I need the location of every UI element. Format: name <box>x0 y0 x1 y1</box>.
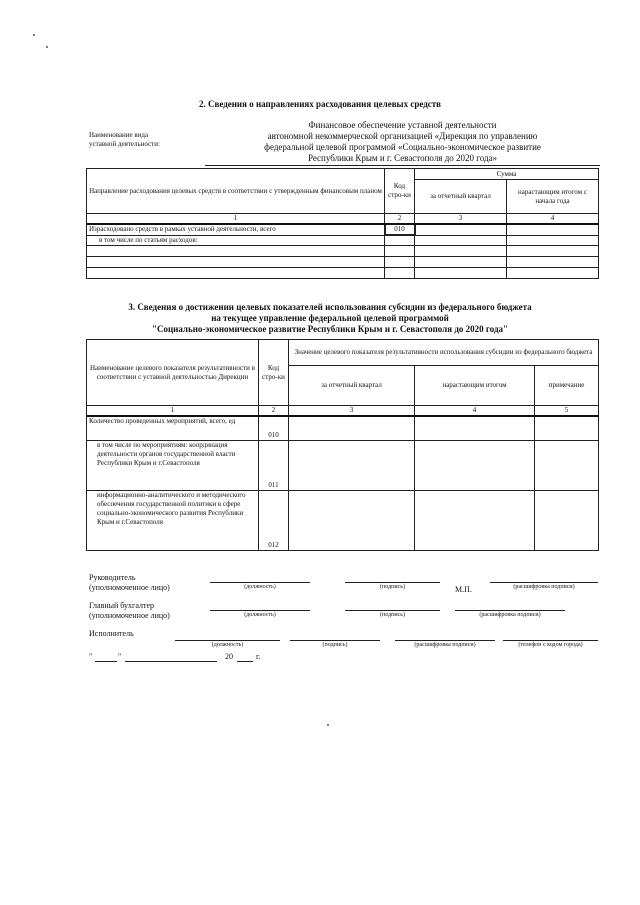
s3-col-note-header: примечание <box>535 366 599 406</box>
s3-row-code: 010 <box>259 416 289 440</box>
executor-decoding-line[interactable] <box>395 640 495 641</box>
head-position-caption: (должность) <box>244 584 276 590</box>
s2-row-blank-period[interactable] <box>415 267 507 278</box>
s2-row-blank-label[interactable] <box>87 267 385 278</box>
s2-col-code-header: Код стро-ки <box>385 169 415 214</box>
executor-signature-line[interactable] <box>290 640 380 641</box>
activity-type-line: федеральной целевой программой «Социально-экономическое развитие <box>264 142 541 152</box>
s2-row-spent-cumulative[interactable] <box>507 224 599 235</box>
accountant-position-line[interactable] <box>210 610 310 611</box>
head-label <box>89 573 170 593</box>
accountant-label-line2: (уполномоченное лицо) <box>89 611 170 620</box>
s3-col-value-header: Значение целевого показателя результативности использования субсидии из федерального бюджета <box>289 340 599 366</box>
s3-col-name-header: Наименование целевого показателя результативности в соответствии с уставной деятельностью Дирекции <box>87 340 259 406</box>
s2-row-including-period[interactable] <box>415 235 507 245</box>
executor-phone-caption: (телефон с кодом города) <box>518 642 583 648</box>
s2-row-blank-code[interactable] <box>385 256 415 267</box>
head-decoding-caption: (расшифровка подписи) <box>513 584 575 590</box>
s3-row-label: Количество проведенных мероприятий, всего, ед <box>87 416 259 440</box>
date-year-prefix: 20 <box>225 652 233 661</box>
s3-row-cumulative[interactable] <box>415 490 535 550</box>
section3-table <box>86 339 599 551</box>
activity-type-line: Финансовое обеспечение уставной деятельности <box>308 120 497 130</box>
s2-row-spent-code: 010 <box>385 224 415 235</box>
section3-title-line1: 3. Сведения о достижении целевых показателей использования субсидии из федерального бюджета <box>128 302 532 312</box>
accountant-position-caption: (должность) <box>244 612 276 618</box>
scan-speck <box>46 46 48 48</box>
accountant-decoding-caption: (расшифровка подписи) <box>479 612 541 618</box>
s2-row-including-code[interactable] <box>385 235 415 245</box>
section2-title: 2. Сведения о направлениях расходования целевых средств <box>198 99 442 109</box>
head-label-line2: (уполномоченное лицо) <box>89 583 170 592</box>
activity-type-label <box>89 131 209 149</box>
section2-table <box>86 168 599 279</box>
s2-row-including-cumulative[interactable] <box>507 235 599 245</box>
executor-label: Исполнитель <box>89 629 134 638</box>
s3-num-3: 3 <box>289 406 415 417</box>
head-position-line[interactable] <box>210 582 310 583</box>
s3-row-cumulative[interactable] <box>415 440 535 490</box>
s2-row-blank-code[interactable] <box>385 245 415 256</box>
accountant-signature-line[interactable] <box>345 610 440 611</box>
section3-title <box>60 302 600 335</box>
executor-decoding-caption: (расшифровка подписи) <box>414 642 476 648</box>
executor-signature-caption: (подпись) <box>322 642 348 648</box>
s2-row-blank-cumulative[interactable] <box>507 245 599 256</box>
s2-row-including-label: в том числе по статьям расходов: <box>87 235 385 245</box>
s2-row-spent-period[interactable] <box>415 224 507 235</box>
s3-row-note[interactable] <box>535 490 599 550</box>
s2-row-spent-label: Израсходовано средств в рамках уставной деятельности, всего <box>87 224 385 235</box>
s3-num-4: 4 <box>415 406 535 417</box>
s2-row-blank-label[interactable] <box>87 245 385 256</box>
s2-row-blank-period[interactable] <box>415 245 507 256</box>
activity-type-line: Республики Крым и г. Севастополя до 2020 года» <box>307 153 498 163</box>
activity-type-underline <box>205 165 600 166</box>
date-year-line[interactable] <box>237 661 253 662</box>
head-decoding-line[interactable] <box>490 582 598 583</box>
s2-row-blank-code[interactable] <box>385 267 415 278</box>
s3-row-period[interactable] <box>289 440 415 490</box>
s3-num-5: 5 <box>535 406 599 417</box>
s3-row-code: 012 <box>259 490 289 550</box>
activity-type-label-line2: уставной деятельности: <box>89 140 160 148</box>
s3-row-code: 011 <box>259 440 289 490</box>
s2-num-1: 1 <box>87 214 385 225</box>
s2-row-blank-cumulative[interactable] <box>507 267 599 278</box>
date-day-line[interactable] <box>95 661 117 662</box>
s2-row-blank-cumulative[interactable] <box>507 256 599 267</box>
section3-title-line2: на текущее управление федеральной целевой программой <box>211 313 449 323</box>
s2-num-4: 4 <box>507 214 599 225</box>
executor-position-caption: (должность) <box>211 642 244 648</box>
section3-title-line3: "Социально-экономическое развитие Республики Крым и г. Севастополя до 2020 года" <box>151 324 509 334</box>
s3-row-period[interactable] <box>289 490 415 550</box>
date-year-suffix: г. <box>256 652 261 661</box>
s3-row-note[interactable] <box>535 416 599 440</box>
accountant-decoding-line[interactable] <box>455 610 565 611</box>
s2-num-2: 2 <box>385 214 415 225</box>
s2-col-period-header: за отчетный квартал <box>415 180 507 214</box>
accountant-label <box>89 601 170 621</box>
s3-col-period-header: за отчетный квартал <box>289 366 415 406</box>
s3-row-note[interactable] <box>535 440 599 490</box>
executor-phone-line[interactable] <box>503 640 598 641</box>
s2-num-3: 3 <box>415 214 507 225</box>
s2-row-blank-label[interactable] <box>87 256 385 267</box>
head-signature-caption: (подпись) <box>380 584 405 590</box>
stamp-label: М.П. <box>455 585 472 594</box>
head-signature-line[interactable] <box>345 582 440 583</box>
scan-speck <box>33 34 35 36</box>
accountant-label-line1: Главный бухгалтер <box>89 601 154 610</box>
activity-type-label-line1: Наименование вида <box>89 131 149 139</box>
activity-type-line: автономной некоммерческой организацией «Дирекция по управлению <box>267 131 538 141</box>
accountant-signature-caption: (подпись) <box>380 612 405 618</box>
date-quote-close: " <box>118 652 122 661</box>
s2-row-blank-period[interactable] <box>415 256 507 267</box>
date-quote-open: " <box>89 652 93 661</box>
s3-num-2: 2 <box>259 406 289 417</box>
s3-col-code-header: Код стро-ки <box>259 340 289 406</box>
s2-col-cumulative-header: нарастающим итогом с начала года <box>507 180 599 214</box>
executor-position-line[interactable] <box>175 640 280 641</box>
head-label-line1: Руководитель <box>89 573 136 582</box>
s3-row-cumulative[interactable] <box>415 416 535 440</box>
s3-row-period[interactable] <box>289 416 415 440</box>
date-month-line[interactable] <box>125 661 217 662</box>
s3-num-1: 1 <box>87 406 259 417</box>
s3-col-cumulative-header: нарастающим итогом <box>415 366 535 406</box>
s2-col-direction-header: Направление расходования целевых средств в соответствии с утвержденным финансовым планом <box>87 169 385 214</box>
s3-row-label: в том числе по мероприятиям: координация деятельности органов государственной власти Республики Крым и г.Севастополя <box>87 440 259 490</box>
s3-row-label: информационно-аналитического и методического обеспечения государственной политики в сфере социально-экономического развития Республики Крым и г.Севастополя <box>87 490 259 550</box>
s2-col-sum-header: Сумма <box>415 169 599 180</box>
scan-speck <box>327 724 329 726</box>
activity-type-value <box>205 120 600 164</box>
